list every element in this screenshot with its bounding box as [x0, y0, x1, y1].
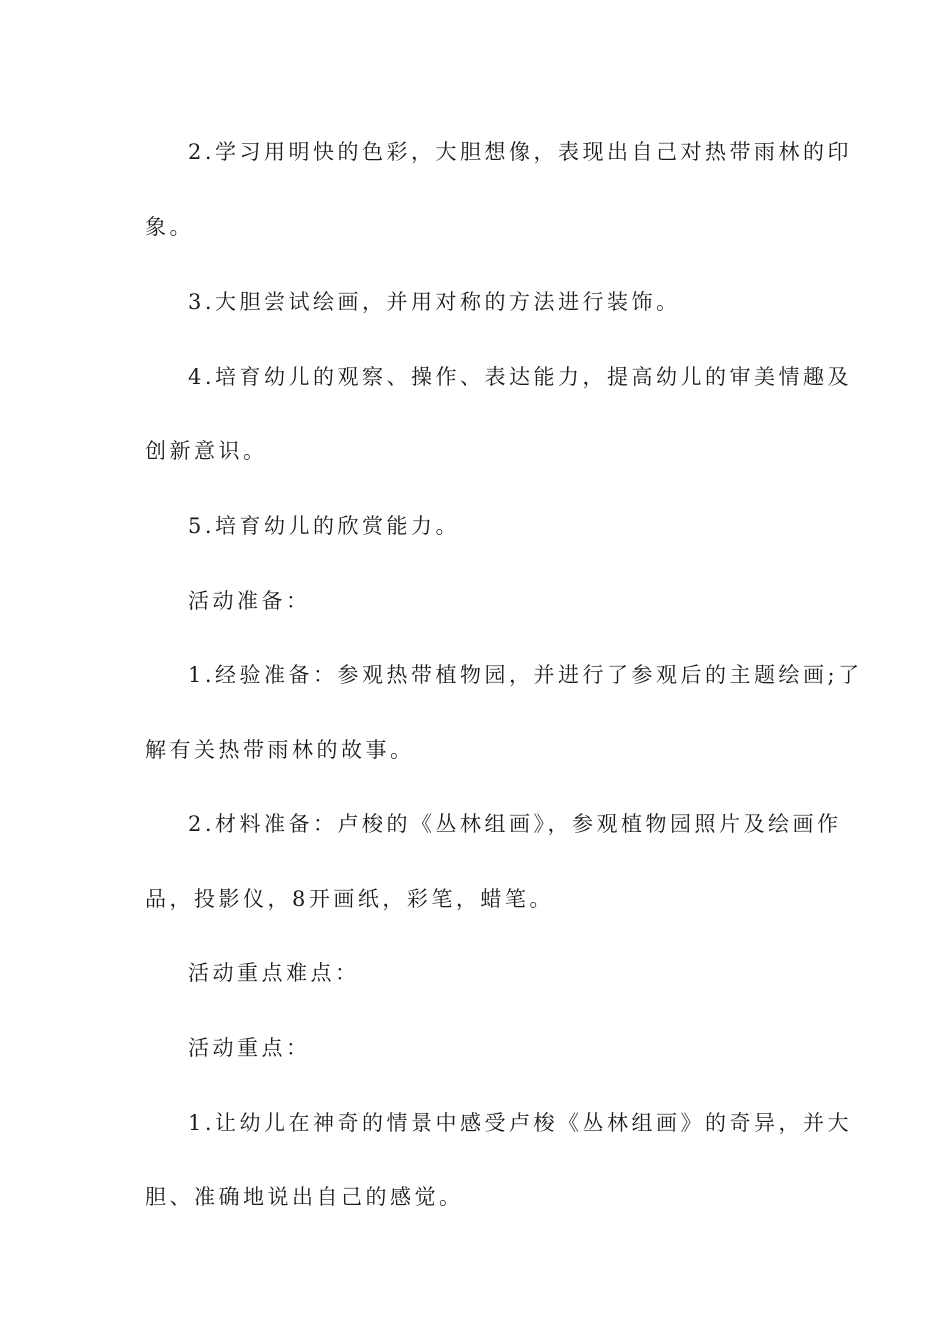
- paragraph-prep-2-line-1: 2.材料准备：卢梭的《丛林组画》，参观植物园照片及绘画作: [188, 812, 842, 836]
- paragraph-key-1-line-1: 1.让幼儿在神奇的情景中感受卢梭《丛林组画》的奇异，并大: [188, 1111, 853, 1135]
- paragraph-prep-2-line-2: 品，投影仪，8开画纸，彩笔，蜡笔。: [145, 887, 554, 911]
- paragraph-goal-3: 3.大胆尝试绘画，并用对称的方法进行装饰。: [188, 290, 681, 314]
- paragraph-goal-2-line-2: 象。: [145, 215, 194, 239]
- paragraph-goal-4-line-1: 4.培育幼儿的观察、操作、表达能力，提高幼儿的审美情趣及: [188, 365, 853, 389]
- paragraph-goal-4-line-2: 创新意识。: [145, 439, 268, 463]
- section-heading-preparation: 活动准备：: [188, 589, 311, 613]
- paragraph-prep-1-line-1: 1.经验准备：参观热带植物园，并进行了参观后的主题绘画;了: [188, 663, 863, 687]
- section-heading-key-points: 活动重点：: [188, 1036, 311, 1060]
- paragraph-goal-5: 5.培育幼儿的欣赏能力。: [188, 514, 461, 538]
- paragraph-goal-2-line-1: 2.学习用明快的色彩，大胆想像，表现出自己对热带雨林的印: [188, 140, 853, 164]
- section-heading-key-difficult-points: 活动重点难点：: [188, 961, 360, 985]
- paragraph-prep-1-line-2: 解有关热带雨林的故事。: [145, 738, 415, 762]
- paragraph-key-1-line-2: 胆、准确地说出自己的感觉。: [145, 1185, 464, 1209]
